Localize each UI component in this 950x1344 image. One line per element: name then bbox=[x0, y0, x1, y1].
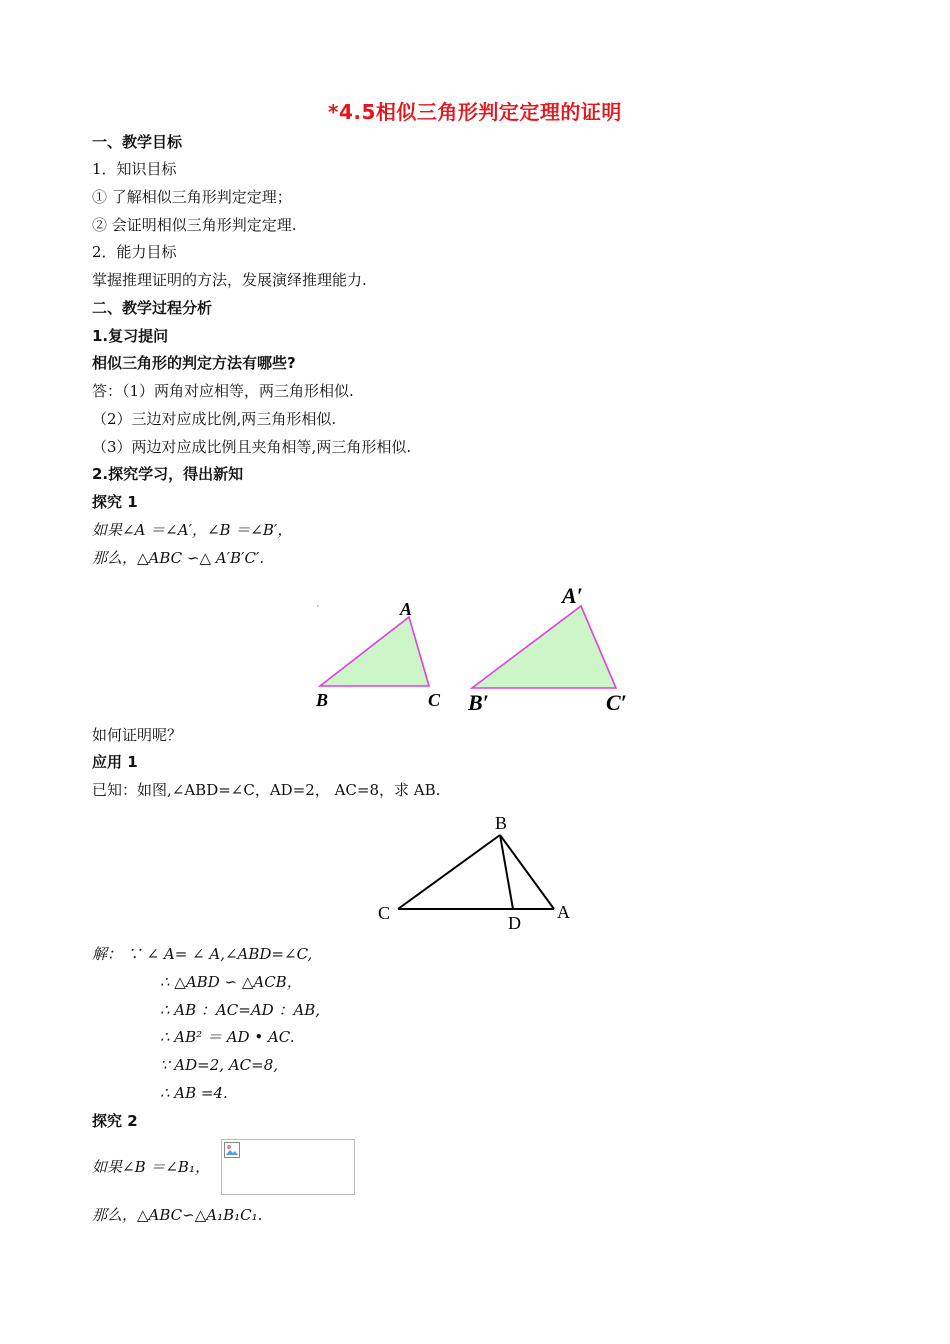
label-c: C bbox=[378, 903, 391, 923]
segment-ba bbox=[500, 835, 554, 909]
solution-line: ∴ △ABD ∽ △ACB， bbox=[160, 973, 302, 991]
subheading: 2.探究学习，得出新知 bbox=[92, 465, 244, 483]
text-line: ② 会证明相似三角形判定定理. bbox=[92, 216, 297, 234]
text-line: 如何证明呢？ bbox=[92, 726, 183, 744]
text-line: （2）三边对应成比例,两三角形相似. bbox=[92, 410, 337, 428]
section-heading-objectives: 一、教学目标 bbox=[92, 133, 183, 151]
text-line: 掌握推理证明的方法，发展演绎推理能力. bbox=[92, 271, 367, 289]
question: 相似三角形的判定方法有哪些? bbox=[92, 354, 296, 372]
page-title: *4.5相似三角形判定定理的证明 bbox=[328, 100, 622, 124]
label-a: A bbox=[400, 599, 413, 619]
subheading: 探究 1 bbox=[92, 493, 138, 511]
text-line: （3）两边对应成比例且夹角相等,两三角形相似. bbox=[92, 438, 412, 456]
solution-line: ∴ AB² ＝ AD • AC. bbox=[160, 1028, 295, 1046]
svg-text:': ' bbox=[317, 604, 319, 615]
broken-image-icon bbox=[224, 1142, 240, 1158]
label-d: D bbox=[508, 913, 521, 933]
label-b-prime: B′ bbox=[468, 690, 489, 715]
subheading: 探究 2 bbox=[92, 1112, 138, 1130]
text-line: 那么，△ABC∽△A₁B₁C₁. bbox=[92, 1206, 263, 1224]
label-c: C bbox=[428, 690, 441, 710]
text-line: 如果∠B ＝∠B₁， bbox=[92, 1158, 210, 1176]
section-heading-process: 二、教学过程分析 bbox=[92, 299, 213, 317]
segment-bd bbox=[500, 835, 513, 909]
text-line: 2．能力目标 bbox=[92, 243, 177, 261]
missing-image-placeholder bbox=[221, 1139, 355, 1195]
label-a: A bbox=[557, 902, 570, 922]
triangle-a-prime-b-prime-c-prime bbox=[472, 606, 616, 688]
label-c-prime: C′ bbox=[606, 690, 627, 715]
label-a-prime: A′ bbox=[562, 583, 583, 608]
solution-line: ∵ AD=2, AC=8, bbox=[160, 1056, 279, 1074]
solution-line: ∴ AB ：AC=AD ：AB, bbox=[160, 1001, 321, 1019]
figure-triangle-abd bbox=[370, 808, 580, 936]
text-line: 如果∠A ＝∠A′，∠B ＝∠B′， bbox=[92, 521, 293, 539]
text-line: ① 了解相似三角形判定定理； bbox=[92, 188, 292, 206]
text-line: 那么，△ABC ∽△ A′B′C′. bbox=[92, 549, 265, 567]
text-line: 答：（1）两角对应相等，两三角形相似. bbox=[92, 382, 354, 400]
triangle-abc bbox=[320, 617, 429, 686]
figure-similar-triangles bbox=[300, 578, 660, 720]
label-b: B bbox=[495, 813, 508, 833]
subheading: 应用 1 bbox=[92, 753, 138, 771]
solution-line: 解： ∵ ∠ A= ∠ A,∠ABD=∠C, bbox=[92, 945, 313, 963]
subheading: 1.复习提问 bbox=[92, 327, 169, 345]
text-line: 1．知识目标 bbox=[92, 160, 177, 178]
solution-line: ∴ AB =4. bbox=[160, 1084, 228, 1102]
label-b: B bbox=[316, 690, 329, 710]
segment-cb bbox=[398, 835, 500, 909]
text-line: 已知：如图,∠ABD=∠C，AD=2， AC=8，求 AB. bbox=[92, 781, 441, 799]
